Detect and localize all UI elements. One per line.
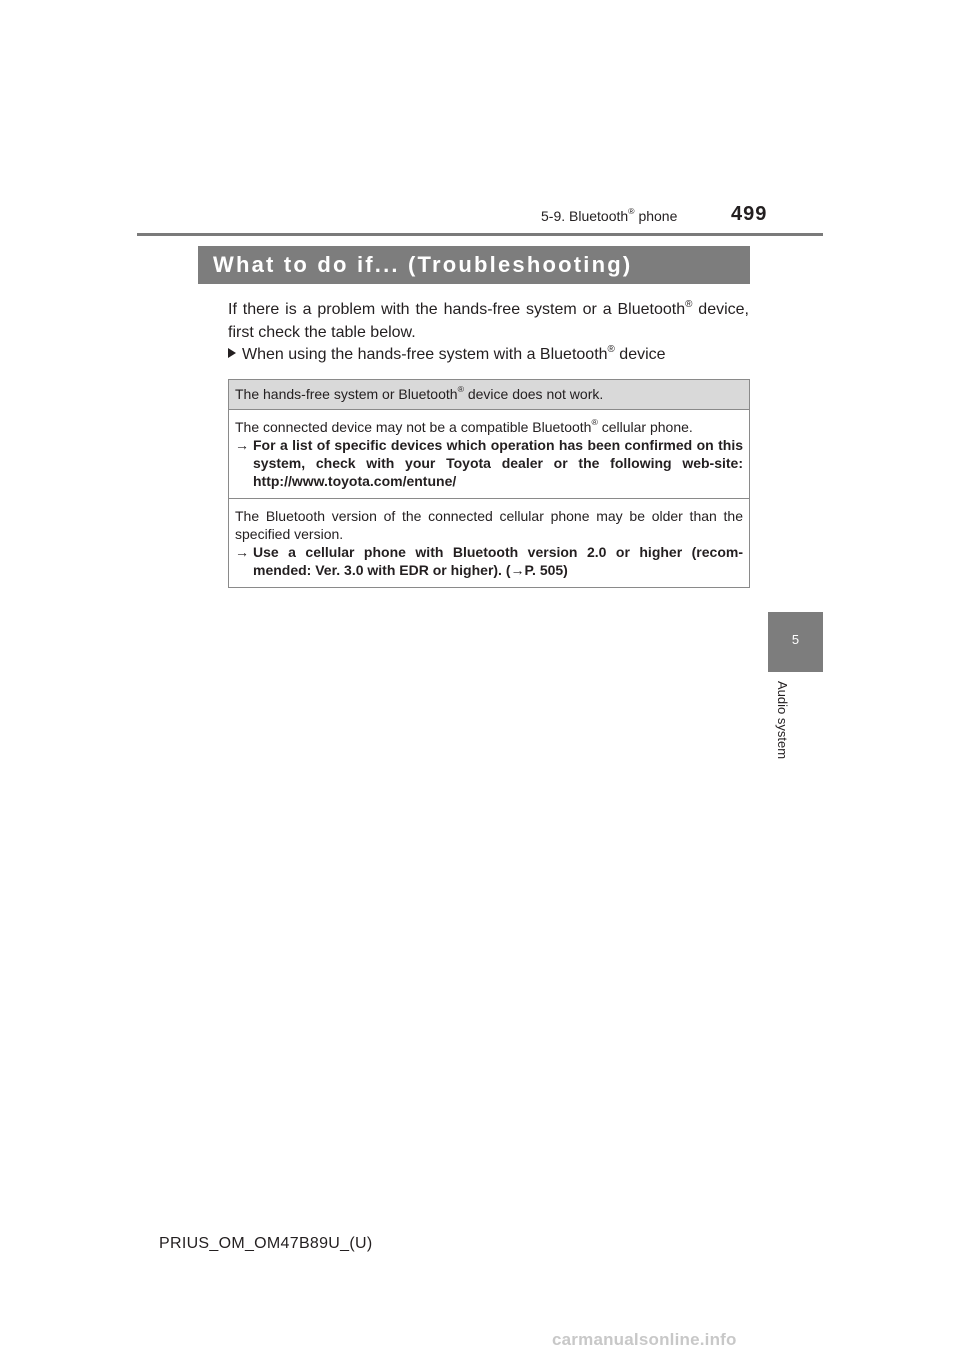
- page-number: 499: [731, 203, 768, 225]
- arrow-icon: →: [510, 562, 525, 578]
- table-header: The hands-free system or Bluetooth® device does not work.: [229, 380, 749, 410]
- cause-text: The connected device may not be a compatible Bluetooth® cellular phone.: [235, 417, 693, 435]
- arrow-icon: →: [235, 437, 249, 453]
- arrow-icon: →: [235, 544, 249, 560]
- chapter-label: Audio system: [775, 681, 790, 760]
- footer-code: PRIUS_OM_OM47B89U_(U): [159, 1235, 373, 1252]
- header-rule: [137, 233, 823, 236]
- section-label: 5-9. Bluetooth® phone: [541, 206, 678, 224]
- table-row: [229, 410, 749, 499]
- troubleshooting-table: [228, 379, 750, 588]
- remedy-text: → Use a cellular phone with Bluetooth version 2.0 or higher (recom-mended: Ver. 3.0 with EDR or higher). (→P. 505): [235, 544, 743, 578]
- chapter-tab: 5: [768, 612, 823, 672]
- sub-heading: When using the hands-free system with a Bluetooth® device: [228, 346, 666, 364]
- page-title: What to do if... (Troubleshooting): [198, 246, 750, 284]
- table-row: [229, 499, 749, 587]
- cause-text: The Bluetooth version of the connected cellular phone may be older than the specified version.: [235, 508, 743, 542]
- triangle-bullet-icon: [228, 348, 236, 358]
- intro-paragraph: If there is a problem with the hands-free system or a Bluetooth® device, first check the table below.: [228, 298, 749, 341]
- watermark: carmanualsonline.info: [552, 1330, 737, 1349]
- remedy-text: → For a list of specific devices which operation has been confirmed on this system, check with your Toyota dealer or the following web-site: http://www.toyota.com/entune/: [235, 437, 743, 489]
